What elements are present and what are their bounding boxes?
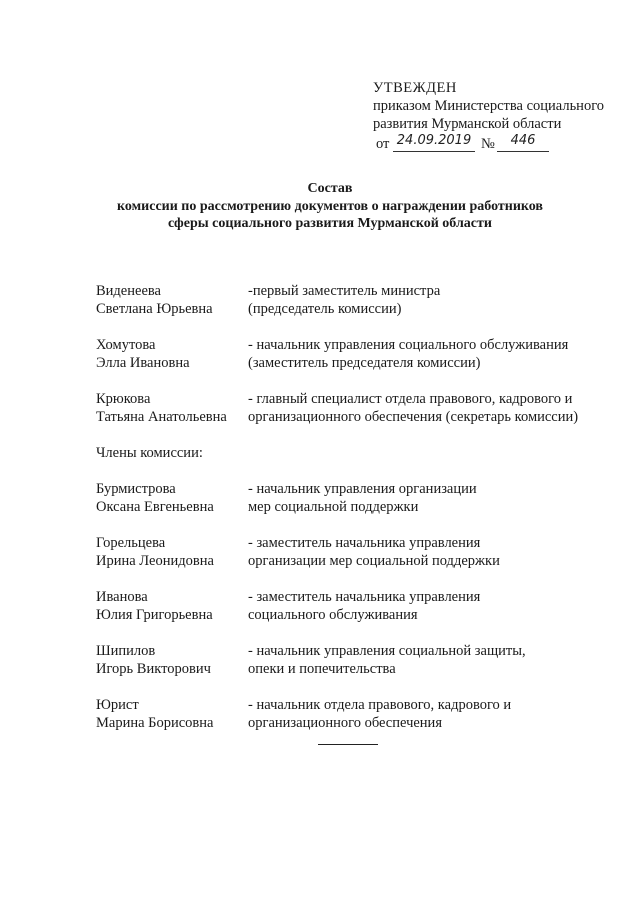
- member-role: [248, 336, 618, 372]
- member-role-line: организации мер социальной поддержки: [248, 553, 500, 569]
- member-role: [248, 390, 618, 426]
- member-surname: Крюкова: [96, 391, 151, 407]
- member-role-line: (заместитель председателя комиссии): [248, 355, 481, 371]
- title-line-2: комиссии по рассмотрению документов о награждении работников: [117, 199, 543, 214]
- member-role-line: социального обслуживания: [248, 607, 418, 623]
- member-role: [248, 588, 618, 624]
- approval-line-1: приказом Министерства социального: [373, 98, 605, 114]
- member-given-name: Светлана Юрьевна: [96, 301, 213, 317]
- member-role-line: - начальник управления социальной защиты,: [248, 643, 526, 659]
- commission-composition: [96, 282, 616, 750]
- member-role: [248, 282, 618, 318]
- member-role: [248, 642, 618, 678]
- number-prefix: №: [481, 136, 495, 152]
- member-role-line: -первый заместитель министра: [248, 283, 441, 299]
- approval-line-2: развития Мурманской области: [373, 116, 562, 132]
- member-name: [96, 534, 246, 570]
- member-given-name: Марина Борисовна: [96, 715, 214, 731]
- member-row: [96, 696, 616, 732]
- member-given-name: Игорь Викторович: [96, 661, 211, 677]
- member-row: [96, 282, 616, 318]
- member-row: [96, 336, 616, 372]
- member-name: [96, 696, 246, 732]
- member-row: [96, 390, 616, 426]
- handwritten-number: 446: [497, 131, 549, 152]
- member-surname: Виденеева: [96, 283, 161, 299]
- member-row: [96, 642, 616, 678]
- member-role: [248, 480, 618, 516]
- approval-date-line: [373, 135, 633, 155]
- member-role-line: - заместитель начальника управления: [248, 589, 481, 605]
- member-surname: Горельцева: [96, 535, 166, 551]
- member-role-line: (председатель комиссии): [248, 301, 402, 317]
- member-name: [96, 336, 246, 372]
- member-role-line: - главный специалист отдела правового, кадрового и: [248, 391, 573, 407]
- member-role-line: - начальник отдела правового, кадрового и: [248, 697, 512, 713]
- member-given-name: Элла Ивановна: [96, 355, 190, 371]
- member-given-name: Ирина Леонидовна: [96, 553, 214, 569]
- member-row: [96, 480, 616, 516]
- member-role-line: мер социальной поддержки: [248, 499, 419, 515]
- title-line-3: сферы социального развития Мурманской области: [168, 216, 492, 231]
- member-name: [96, 480, 246, 516]
- member-given-name: Татьяна Анатольевна: [96, 409, 227, 425]
- member-role-line: организационного обеспечения (секретарь комиссии): [248, 409, 579, 425]
- member-surname: Бурмистрова: [96, 481, 176, 497]
- member-role-line: организационного обеспечения: [248, 715, 442, 731]
- member-surname: Иванова: [96, 589, 148, 605]
- end-of-document-rule: [318, 744, 378, 745]
- member-role-line: - заместитель начальника управления: [248, 535, 481, 551]
- member-role: [248, 696, 618, 732]
- member-role-line: - начальник управления организации: [248, 481, 477, 497]
- approval-heading: УТВЕЖДЕН: [373, 80, 457, 96]
- handwritten-date: 24.09.2019: [393, 131, 475, 152]
- member-role-line: - начальник управления социального обслуживания: [248, 337, 569, 353]
- member-role: [248, 534, 618, 570]
- member-role-line: опеки и попечительства: [248, 661, 396, 677]
- approval-stamp: [373, 79, 633, 155]
- member-name: [96, 282, 246, 318]
- member-given-name: Юлия Григорьевна: [96, 607, 213, 623]
- date-prefix: от: [376, 136, 390, 152]
- member-row: [96, 534, 616, 570]
- member-name: [96, 390, 246, 426]
- document-title: [60, 180, 600, 232]
- member-surname: Юрист: [96, 697, 139, 713]
- members-section-label: Члены комиссии:: [96, 445, 203, 461]
- member-row: [96, 588, 616, 624]
- member-surname: Шипилов: [96, 643, 156, 659]
- member-given-name: Оксана Евгеньевна: [96, 499, 214, 515]
- title-line-1: Состав: [307, 181, 353, 196]
- member-surname: Хомутова: [96, 337, 156, 353]
- member-name: [96, 588, 246, 624]
- member-name: [96, 642, 246, 678]
